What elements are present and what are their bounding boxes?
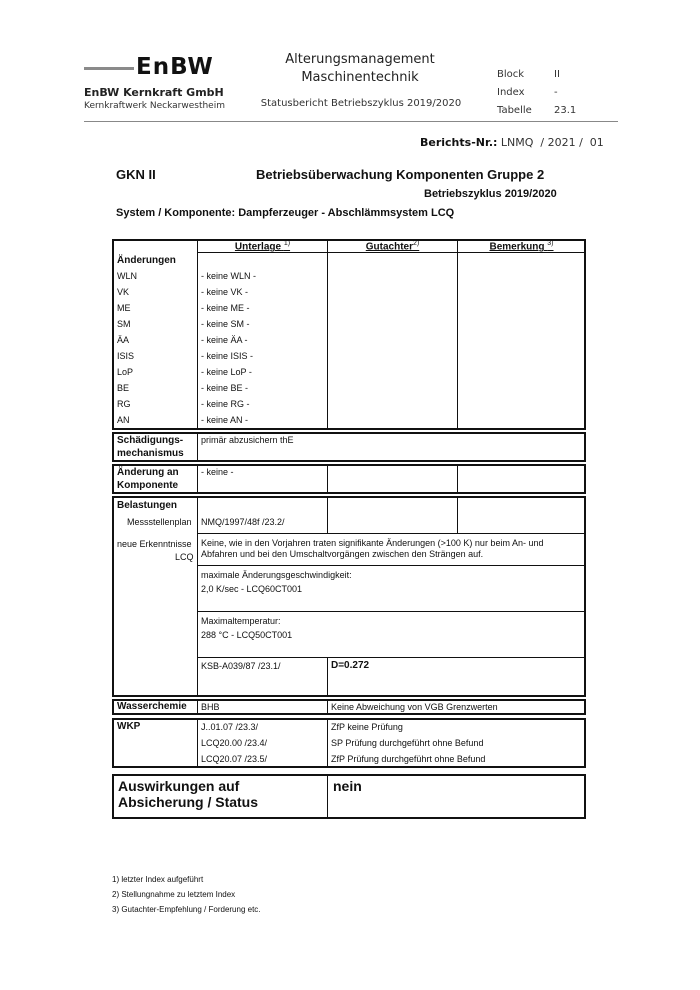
row-value: - keine VK - <box>201 287 249 297</box>
auswirkungen-label: Auswirkungen auf Absicherung / Status <box>118 778 259 810</box>
schaedigung-label-1: Schädigungs- <box>117 435 184 446</box>
max-temperatur-value: 288 °C - LCQ50CT001 <box>201 630 293 640</box>
row-key: VK <box>117 287 130 297</box>
header-title-line2: Maschinentechnik <box>301 70 419 85</box>
row-value: - keine WLN - <box>201 271 257 281</box>
wasserchemie-note: Keine Abweichung von VGB Grenzwerten <box>331 702 498 712</box>
wkp-ref: LCQ20.00 /23.4/ <box>201 738 268 748</box>
logo-line <box>84 67 134 70</box>
main-title: Betriebsüberwachung Komponenten Gruppe 2 <box>256 167 545 182</box>
row-value: - keine BE - <box>201 383 249 393</box>
plant-name: Kernkraftwerk Neckarwestheim <box>84 101 225 111</box>
wasserchemie-value: BHB <box>201 702 220 712</box>
col-header-unterlage: Unterlage $^{1)}$ <box>234 240 291 253</box>
operating-cycle: Betriebszyklus 2019/2020 <box>424 188 557 200</box>
auswirkungen-value: nein <box>333 778 362 794</box>
schaedigung-value: primär abzusichern thE <box>201 435 294 445</box>
max-aenderung-value: 2,0 K/sec - LCQ60CT001 <box>201 584 303 594</box>
index-value: - <box>554 87 558 98</box>
neue-erkenntnisse-system: LCQ <box>175 552 194 562</box>
d-value: D=0.272 <box>331 660 370 671</box>
aenderung-komp-value: - keine - <box>201 467 234 477</box>
aenderung-komponente-section <box>112 464 586 494</box>
footnote-1: 1) letzter Index aufgeführt <box>112 875 204 884</box>
aenderungen-section <box>112 239 586 430</box>
row-key: BE <box>117 383 130 393</box>
wkp-label: WKP <box>117 721 141 732</box>
aenderung-komp-label-1: Änderung an <box>117 467 179 478</box>
max-temperatur-label: Maximaltemperatur: <box>201 616 281 626</box>
row-value: - keine SM - <box>201 319 250 329</box>
neue-erkenntnisse-label: neue Erkenntnisse <box>117 539 192 549</box>
row-key: WLN <box>117 271 137 281</box>
messstellenplan-label: Messstellenplan <box>127 517 192 527</box>
aenderung-komp-label-2: Komponente <box>117 480 179 491</box>
footnote-2: 2) Stellungnahme zu letztem Index <box>112 890 236 899</box>
row-value: - keine RG - <box>201 399 250 409</box>
row-value: - keine ISIS - <box>201 351 254 361</box>
col-header-bemerkung: Bemerkung $^{3)}$ <box>489 240 554 253</box>
report-number-label: Berichts-Nr.: <box>420 136 498 149</box>
tabelle-label: Tabelle <box>497 105 532 116</box>
belastungen-label: Belastungen <box>117 500 178 511</box>
row-key: LoP <box>117 367 134 377</box>
enbw-logo: EnBW <box>136 54 214 80</box>
aenderungen-label: Änderungen <box>117 255 176 266</box>
tabelle-value: 23.1 <box>554 105 577 116</box>
report-number-value: LNMQ / 2021 / 01 <box>500 136 604 149</box>
row-value: - keine AN - <box>201 415 249 425</box>
neue-erkenntnisse-text: Keine, wie in den Vorjahren traten signifikante Änderungen (>100 K) nur beim An- und Abfahren und bei den Umschaltvorgängen zwischen den Strängen auf. <box>201 538 544 559</box>
row-value: - keine ÄA - <box>201 335 248 345</box>
col-header-gutachter: Gutachter$^{2)}$ <box>365 240 420 253</box>
footnote-3: 3) Gutachter-Empfehlung / Forderung etc. <box>112 905 261 914</box>
row-key: ISIS <box>117 351 135 361</box>
block-value: II <box>554 69 560 80</box>
index-label: Index <box>497 87 525 98</box>
block-label: Block <box>497 69 525 80</box>
system-component: System / Komponente: Dampferzeuger - Abschlämmsystem LCQ <box>116 207 455 219</box>
wkp-note: ZfP keine Prüfung <box>331 722 403 732</box>
row-value: - keine LoP - <box>201 367 252 377</box>
plant-code: GKN II <box>116 167 156 182</box>
ksb-reference: KSB-A039/87 /23.1/ <box>201 661 281 671</box>
schaedigung-label-2: mechanismus <box>117 448 184 459</box>
wkp-ref: J..01.07 /23.3/ <box>201 722 259 732</box>
row-key: ÄA <box>117 335 130 345</box>
header-rule <box>84 121 618 122</box>
wkp-note: SP Prüfung durchgeführt ohne Befund <box>331 738 484 748</box>
row-key: ME <box>117 303 131 313</box>
messstellenplan-value: NMQ/1997/48f /23.2/ <box>201 517 285 527</box>
row-key: AN <box>117 415 130 425</box>
report-number <box>420 136 604 149</box>
row-value: - keine ME - <box>201 303 250 313</box>
wkp-ref: LCQ20.07 /23.5/ <box>201 754 268 764</box>
row-key: RG <box>117 399 131 409</box>
header-subtitle: Statusbericht Betriebszyklus 2019/2020 <box>260 98 462 109</box>
max-aenderung-label: maximale Änderungsgeschwindigkeit: <box>201 570 352 580</box>
wasserchemie-label: Wasserchemie <box>117 701 187 712</box>
wkp-note: ZfP Prüfung durchgeführt ohne Befund <box>331 754 486 764</box>
header-title-line1: Alterungsmanagement <box>285 52 435 67</box>
row-key: SM <box>117 319 131 329</box>
company-name: EnBW Kernkraft GmbH <box>84 86 224 99</box>
